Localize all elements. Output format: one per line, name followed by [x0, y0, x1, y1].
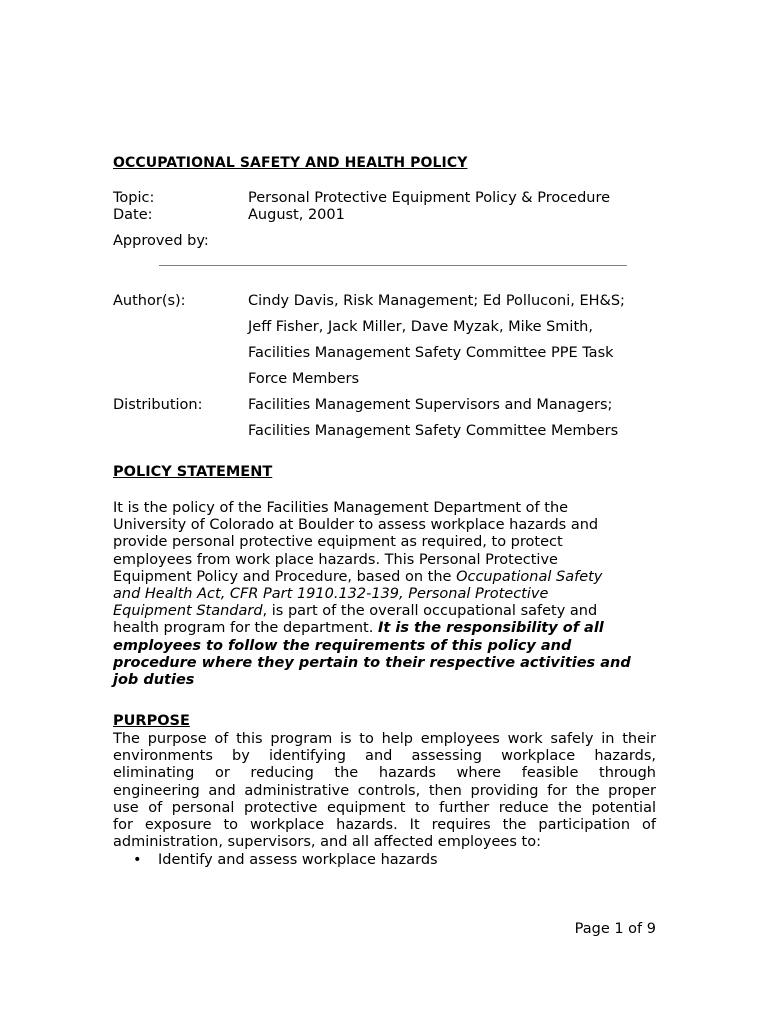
purpose-paragraph — [113, 731, 656, 851]
policy-citation: and Health Act, CFR Part 1910.132-139, Personal Protective — [113, 586, 549, 603]
purpose-line: engineering and administrative controls, then providing for the proper — [113, 782, 656, 799]
bullet-icon: • — [133, 852, 142, 868]
bullet-item — [133, 852, 438, 868]
authors-line-4: Force Members — [248, 371, 360, 387]
policy-citation: Occupational Safety — [456, 568, 603, 585]
topic-value: Personal Protective Equipment Policy & Procedure — [248, 190, 611, 206]
policy-text: , is part of the overall occupational safety and — [262, 603, 598, 620]
signature-line — [159, 265, 627, 266]
purpose-line: administration, supervisors, and all affected employees to: — [113, 834, 541, 851]
policy-emphasis: employees to follow the requirements of this policy and — [113, 637, 572, 654]
purpose-line: environments by identifying and assessing workplace hazards, — [113, 748, 656, 765]
approved-by-label: Approved by: — [113, 233, 209, 249]
policy-line — [113, 638, 658, 655]
distribution-line-1: Facilities Management Supervisors and Managers; — [248, 397, 613, 413]
policy-line — [113, 586, 658, 603]
policy-statement-heading: POLICY STATEMENT — [113, 464, 273, 480]
policy-line — [113, 620, 658, 637]
distribution-line-2: Facilities Management Safety Committee Members — [248, 423, 619, 439]
policy-line — [113, 603, 658, 620]
policy-line — [113, 655, 658, 672]
policy-line: employees from work place hazards. This Personal Protective — [113, 551, 558, 568]
purpose-line: use of personal protective equipment to further reduce the potential — [113, 799, 656, 816]
page-number: Page 1 of 9 — [574, 921, 656, 937]
policy-line — [113, 672, 658, 689]
policy-line: provide personal protective equipment as required, to protect — [113, 534, 563, 551]
bullet-text: Identify and assess workplace hazards — [158, 852, 438, 868]
purpose-line: for exposure to workplace hazards. It requires the participation of — [113, 817, 656, 834]
policy-line — [113, 569, 658, 586]
authors-label: Author(s): — [113, 293, 186, 309]
authors-line-3: Facilities Management Safety Committee PPE Task — [248, 345, 614, 361]
policy-emphasis: procedure where they pertain to their respective activities and — [113, 654, 631, 671]
purpose-line: The purpose of this program is to help employees work safely in their — [113, 731, 656, 747]
date-label: Date: — [113, 207, 153, 223]
policy-statement-paragraph — [113, 500, 658, 689]
policy-line: University of Colorado at Boulder to assess workplace hazards and — [113, 517, 599, 534]
policy-emphasis: job duties — [113, 672, 195, 689]
purpose-line: eliminating or reducing the hazards where feasible through — [113, 765, 656, 782]
date-value: August, 2001 — [248, 207, 345, 223]
policy-line: It is the policy of the Facilities Management Department of the — [113, 500, 569, 516]
policy-text: Equipment Policy and Procedure, based on the — [113, 568, 457, 585]
policy-text: health program for the department. — [113, 620, 378, 637]
authors-line-1: Cindy Davis, Risk Management; Ed Polluconi, EH&S; — [248, 293, 625, 309]
document-title: OCCUPATIONAL SAFETY AND HEALTH POLICY — [113, 155, 468, 171]
policy-citation: Equipment Standard — [113, 603, 263, 620]
distribution-label: Distribution: — [113, 397, 203, 413]
topic-label: Topic: — [113, 190, 155, 206]
policy-emphasis: It is the responsibility of all — [377, 620, 604, 637]
purpose-heading: PURPOSE — [113, 713, 190, 729]
authors-line-2: Jeff Fisher, Jack Miller, Dave Myzak, Mike Smith, — [248, 319, 593, 335]
